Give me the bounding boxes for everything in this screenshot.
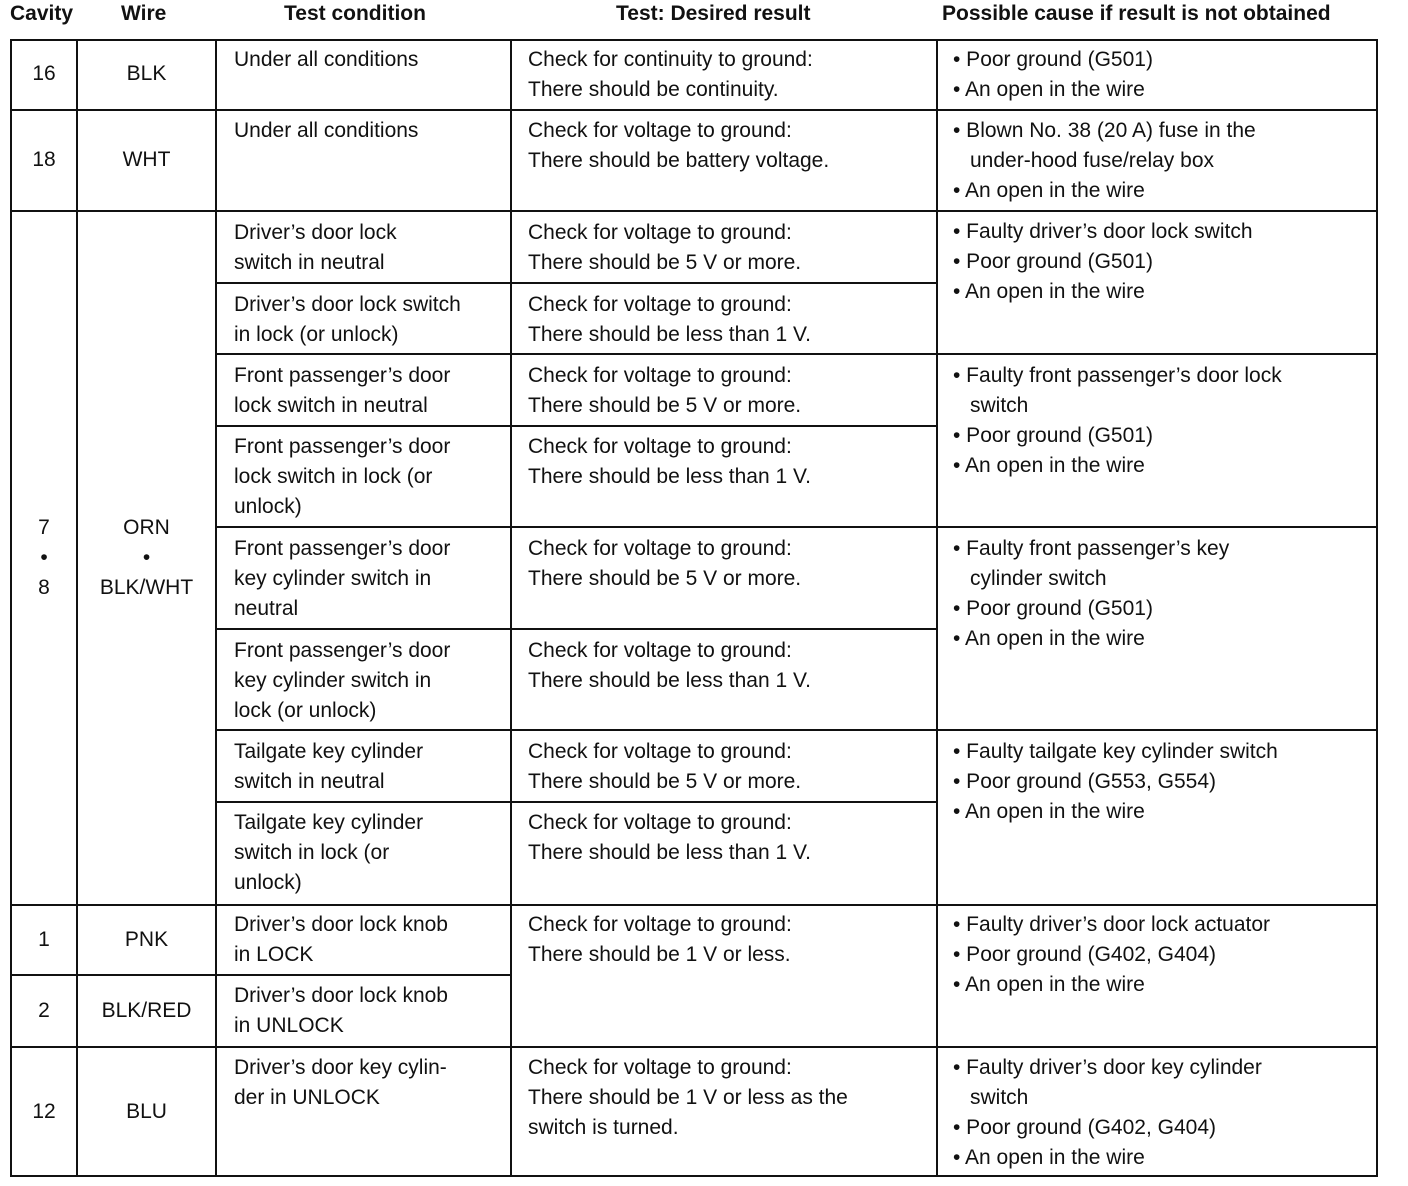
result-cell: Check for voltage to ground: There should be less than 1 V. <box>528 639 811 692</box>
sub-row-divider <box>216 353 1378 355</box>
condition-cell: Under all conditions <box>234 48 419 71</box>
cause-cell: • Faulty driver’s door lock actuator • Poor ground (G402, G404) • An open in the wire <box>953 913 1271 996</box>
header-desired-result: Test: Desired result <box>616 2 811 25</box>
wire-cell: BLK <box>126 62 167 85</box>
condition-cell: Under all conditions <box>234 119 419 142</box>
header-possible-cause: Possible cause if result is not obtained <box>942 2 1331 25</box>
result-cell: Check for voltage to ground: There should be battery voltage. <box>528 119 830 172</box>
wire-cell: ORN • BLK/WHT <box>78 513 215 603</box>
result-cell: Check for voltage to ground: There should be 1 V or less. <box>528 913 792 966</box>
separator-dot: • <box>142 546 151 569</box>
header-wire: Wire <box>121 2 167 25</box>
wire-cell: BLK/RED <box>101 999 192 1022</box>
condition-cell: Front passenger’s door key cylinder switch in lock (or unlock) <box>234 639 451 722</box>
sub-row-divider <box>216 425 938 427</box>
result-cell: Check for voltage to ground: There should be 5 V or more. <box>528 221 802 274</box>
wire-cell: BLU <box>126 1100 167 1123</box>
condition-cell: Tailgate key cylinder switch in neutral <box>234 740 424 793</box>
result-cell: Check for voltage to ground: There should be 5 V or more. <box>528 740 802 793</box>
cause-cell: • Poor ground (G501) • An open in the wire <box>953 48 1153 101</box>
condition-cell: Tailgate key cylinder switch in lock (or unlock) <box>234 811 424 894</box>
result-cell: Check for voltage to ground: There should be 5 V or more. <box>528 364 802 417</box>
header-cavity: Cavity <box>10 2 74 25</box>
column-divider <box>936 39 938 1177</box>
result-cell: Check for voltage to ground: There should be 5 V or more. <box>528 537 802 590</box>
cavity-cell: 7 • 8 <box>12 513 76 603</box>
cavity-cell: 18 <box>32 148 56 171</box>
condition-cell: Front passenger’s door lock switch in lock (or unlock) <box>234 435 451 518</box>
header-test-condition: Test condition <box>284 2 426 25</box>
result-cell: Check for voltage to ground: There should be less than 1 V. <box>528 293 811 346</box>
cause-cell: • Faulty front passenger’s door lock switch • Poor ground (G501) • An open in the wire <box>953 364 1282 477</box>
condition-cell: Driver’s door lock switch in neutral <box>234 221 397 274</box>
sub-row-divider <box>216 526 1378 528</box>
cause-cell: • Blown No. 38 (20 A) fuse in the under-hood fuse/relay box • An open in the wire <box>953 119 1256 202</box>
cavity-cell: 16 <box>32 62 56 85</box>
condition-cell: Driver’s door lock knob in UNLOCK <box>234 984 448 1037</box>
cause-cell: • Faulty driver’s door lock switch • Poor ground (G501) • An open in the wire <box>953 220 1253 303</box>
result-cell: Check for voltage to ground: There should be less than 1 V. <box>528 435 811 488</box>
sub-row-divider <box>216 801 938 803</box>
condition-cell: Driver’s door lock knob in LOCK <box>234 913 448 966</box>
sub-row-divider <box>216 729 1378 731</box>
cause-cell: • Faulty tailgate key cylinder switch • Poor ground (G553, G554) • An open in the wire <box>953 740 1278 823</box>
result-cell: Check for continuity to ground: There should be continuity. <box>528 48 813 101</box>
cavity-cell: 2 <box>38 999 50 1022</box>
result-cell: Check for voltage to ground: There should be 1 V or less as the switch is turned. <box>528 1056 848 1139</box>
cavity-cell: 12 <box>32 1100 56 1123</box>
cavity-cell: 1 <box>38 928 50 951</box>
condition-cell: Front passenger’s door lock switch in neutral <box>234 364 451 417</box>
sub-row-divider <box>216 628 938 630</box>
column-divider <box>215 39 217 1177</box>
sub-row-divider <box>216 282 938 284</box>
condition-cell: Front passenger’s door key cylinder switch in neutral <box>234 537 451 620</box>
wire-cell: PNK <box>124 928 169 951</box>
column-divider <box>510 39 512 1177</box>
cause-cell: • Faulty driver’s door key cylinder switch • Poor ground (G402, G404) • An open in the wire <box>953 1056 1262 1169</box>
wire-cell: WHT <box>122 148 171 171</box>
sub-row-divider <box>10 974 512 976</box>
condition-cell: Driver’s door lock switch in lock (or unlock) <box>234 293 461 346</box>
cause-cell: • Faulty front passenger’s key cylinder switch • Poor ground (G501) • An open in the wire <box>953 537 1230 650</box>
separator-dot: • <box>40 546 48 569</box>
condition-cell: Driver’s door key cylin- der in UNLOCK <box>234 1056 447 1109</box>
result-cell: Check for voltage to ground: There should be less than 1 V. <box>528 811 811 864</box>
